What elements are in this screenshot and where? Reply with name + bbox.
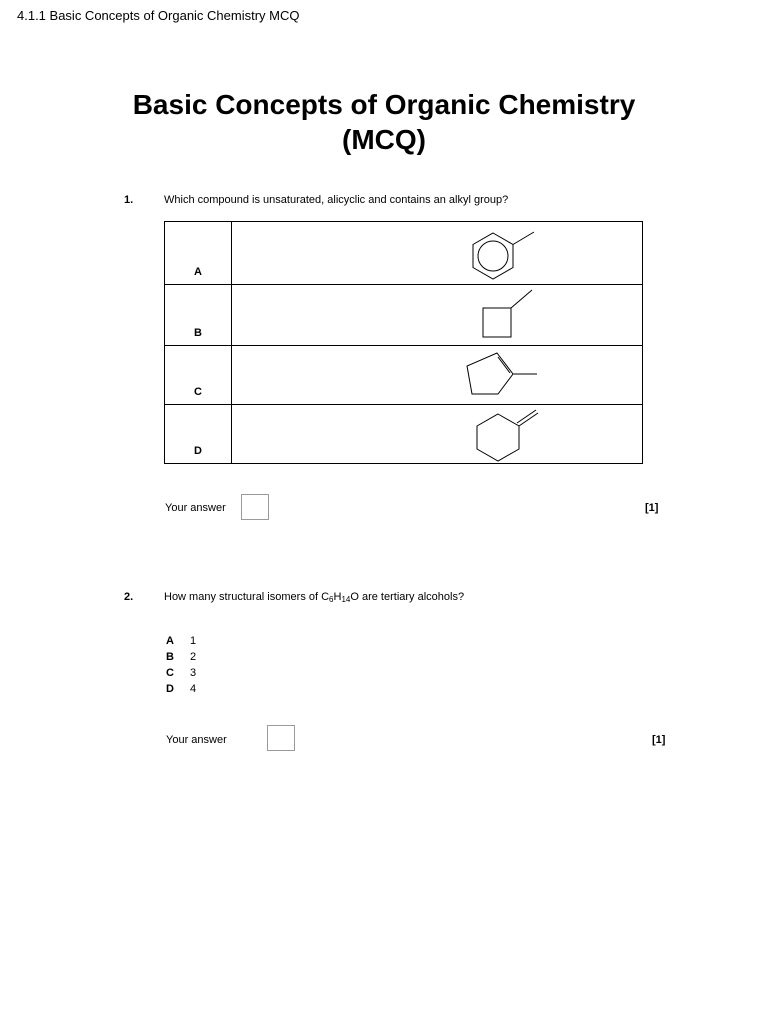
page-title-line-1: Basic Concepts of Organic Chemistry: [132, 89, 636, 120]
option-value: 2: [190, 651, 197, 663]
option-letter: D: [166, 683, 174, 695]
question-2-subscript-hydrogen: 14: [341, 595, 351, 604]
question-2-subscript-carbon: 6: [329, 595, 334, 604]
list-item: [166, 633, 196, 649]
list-item: [166, 665, 196, 681]
question-2-answer-box[interactable]: [267, 725, 295, 751]
question-2-options-list: [166, 633, 196, 697]
option-letter: B: [166, 651, 174, 663]
question-2-text: [164, 591, 464, 604]
document-header: 4.1.1 Basic Concepts of Organic Chemistry MCQ: [17, 8, 300, 23]
question-2-marks: [1]: [652, 734, 666, 746]
question-1-text: Which compound is unsaturated, alicyclic and contains an alkyl group?: [164, 194, 509, 206]
list-item: [166, 649, 196, 665]
question-2-text-start: How many structural isomers of C: [164, 591, 330, 603]
option-letter: A: [166, 635, 174, 647]
option-a-letter: A: [165, 222, 232, 285]
option-row-b: [165, 285, 643, 346]
question-2-answer-label: Your answer: [166, 734, 227, 746]
option-value: 4: [190, 683, 197, 695]
question-1-answer-label: Your answer: [165, 502, 226, 514]
option-c-letter: C: [165, 346, 232, 405]
option-value: 1: [190, 635, 197, 647]
option-value: 3: [190, 667, 197, 679]
option-d-structure-cell: [232, 405, 643, 464]
page-title: [0, 87, 768, 157]
option-b-structure-cell: [232, 285, 643, 346]
methylbenzene-icon: [232, 222, 642, 284]
option-c-structure-cell: [232, 346, 643, 405]
option-b-letter: B: [165, 285, 232, 346]
list-item: [166, 681, 196, 697]
methylcyclobutane-icon: [232, 285, 642, 345]
option-d-letter: D: [165, 405, 232, 464]
question-2-text-hydrogen: H: [333, 591, 342, 603]
question-1-answer-box[interactable]: [241, 494, 269, 520]
question-2-text-end: O are tertiary alcohols?: [350, 591, 465, 603]
question-1-number: 1.: [124, 194, 134, 206]
question-2-number: 2.: [124, 591, 134, 603]
methylcyclopentene-icon: [232, 346, 642, 404]
option-row-a: [165, 222, 643, 285]
option-a-structure-cell: [232, 222, 643, 285]
question-1-marks: [1]: [645, 502, 659, 514]
page-title-line-2: (MCQ): [342, 124, 426, 155]
methylenecyclohexane-icon: [232, 405, 642, 463]
option-letter: C: [166, 667, 174, 679]
question-1-options-table: [164, 221, 643, 464]
option-row-d: [165, 405, 643, 464]
option-row-c: [165, 346, 643, 405]
